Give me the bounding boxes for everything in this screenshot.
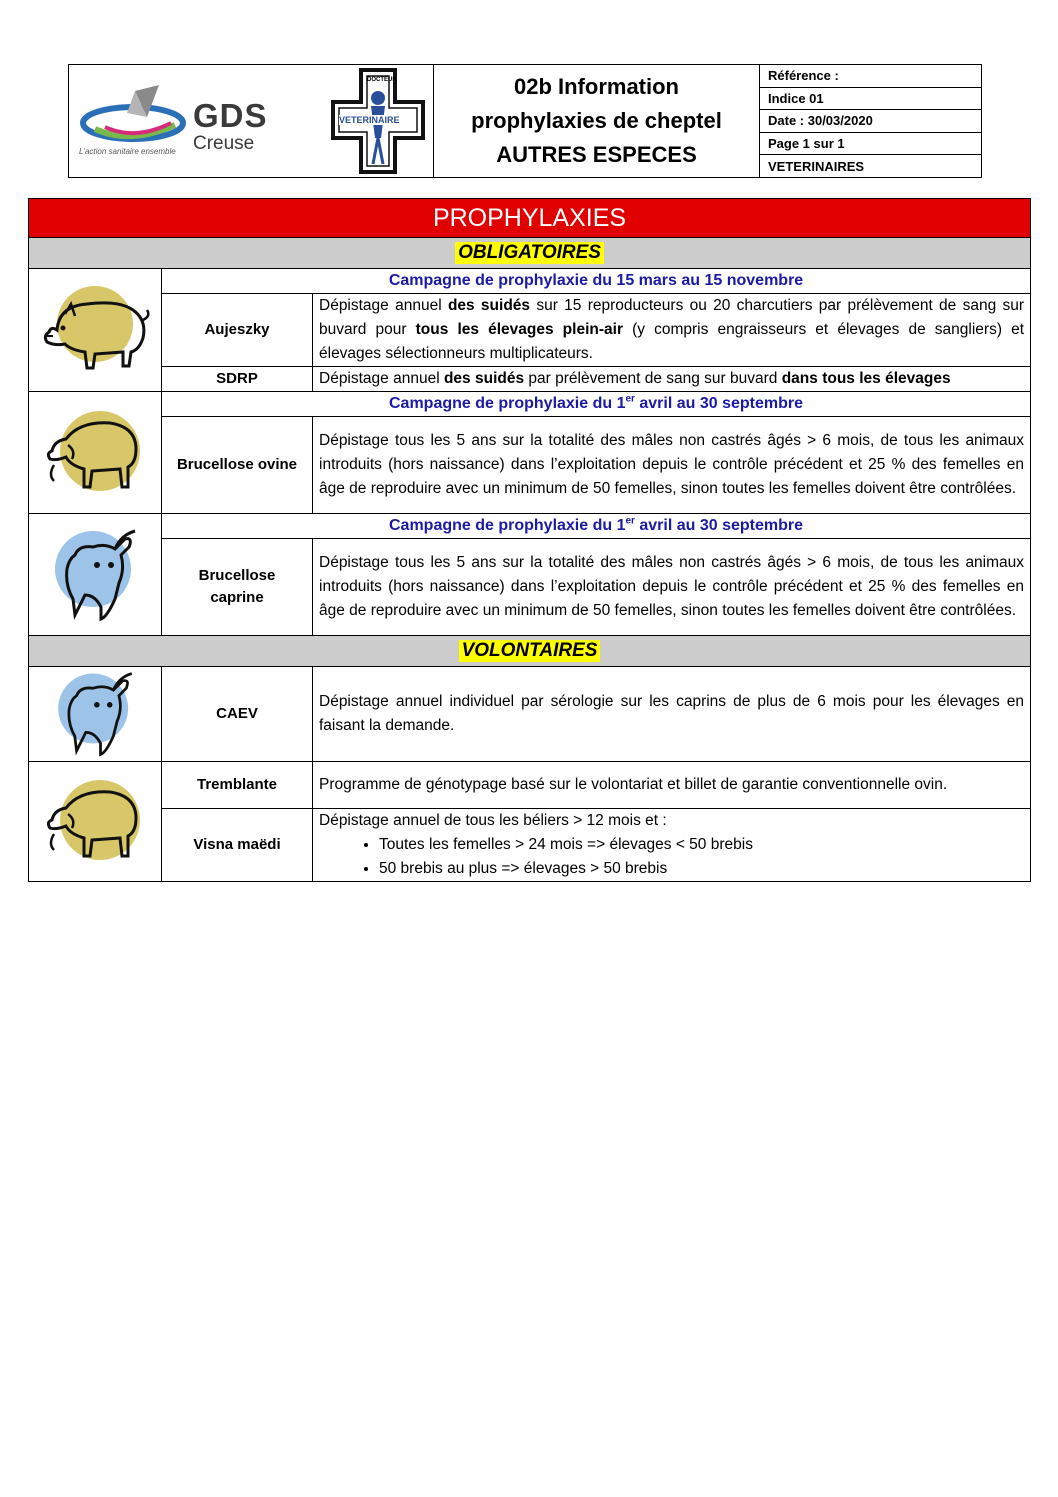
meta-indice: Indice 01 (760, 88, 981, 111)
sheep-icon (40, 774, 150, 870)
meta-page: Page 1 sur 1 (760, 133, 981, 156)
campaign-pig: Campagne de prophylaxie du 15 mars au 15 novembre (162, 269, 1031, 294)
goat-icon (45, 525, 145, 625)
campaign-goat: Campagne de prophylaxie du 1er avril au 30 septembre (162, 514, 1031, 539)
desc-tremblante: Programme de génotypage basé sur le volontariat et billet de garantie conventionnelle ovin. (313, 762, 1031, 809)
title-line-1: 02b Information (513, 74, 679, 99)
desc-caev: Dépistage annuel individuel par sérologie sur les caprins de plus de 6 mois pour les élevages en faisant la demande. (313, 667, 1031, 762)
section-row-obligatoires (29, 238, 1031, 269)
disease-visna-maedi: Visna maëdi (162, 809, 313, 882)
document-meta (760, 65, 981, 177)
disease-tremblante: Tremblante (162, 762, 313, 809)
disease-sdrp: SDRP (162, 367, 313, 392)
meta-audience: VETERINAIRES (768, 158, 865, 174)
goat-icon (45, 668, 145, 760)
gds-subtitle: Creuse (193, 133, 255, 154)
gds-name: GDS (193, 97, 268, 134)
goat-icon-cell-caev (29, 667, 162, 762)
table-row (29, 294, 1031, 367)
disease-aujeszky: Aujeszky (162, 294, 313, 367)
desc-aujeszky: Dépistage annuel des suidés sur 15 reproducteurs ou 20 charcutiers par prélèvement de sang sur buvard pour tous les élevages plein-air (y compris engraisseurs et élevages de sangliers) et élevages sélectionneurs multiplicateurs. (313, 294, 1031, 367)
sheep-icon-cell (29, 392, 162, 514)
title-line-2: prophylaxies de cheptel (471, 108, 722, 133)
section-label-obligatoires: OBLIGATOIRES (455, 242, 604, 264)
title-line-3: AUTRES ESPECES (496, 142, 697, 167)
table-title: PROPHYLAXIES (29, 199, 1031, 238)
table-row (29, 269, 1031, 294)
document-title (434, 65, 760, 177)
document-header (68, 64, 982, 178)
vet-logo-word: VETERINAIRE (339, 115, 400, 125)
visna-bullet-list (319, 833, 1024, 881)
table-row (29, 809, 1031, 882)
disease-brucellose-caprine: Brucellose caprine (162, 539, 313, 636)
gds-tagline: L'action sanitaire ensemble (79, 147, 176, 156)
table-title-row (29, 199, 1031, 238)
sheep-icon-cell-volontaires (29, 762, 162, 882)
table-row (29, 514, 1031, 539)
table-row (29, 367, 1031, 392)
visna-intro: Dépistage annuel de tous les béliers > 12 mois et : (319, 812, 667, 829)
pig-icon (35, 280, 155, 380)
header-logos (69, 65, 434, 177)
table-row (29, 667, 1031, 762)
campaign-sheep: Campagne de prophylaxie du 1er avril au 30 septembre (162, 392, 1031, 417)
list-item: • 50 brebis au plus => élevages > 50 brebis (379, 857, 1024, 881)
meta-reference: Référence : (760, 65, 981, 88)
disease-brucellose-ovine: Brucellose ovine (162, 417, 313, 514)
section-row-volontaires (29, 636, 1031, 667)
disease-caev: CAEV (162, 667, 313, 762)
sheep-icon (40, 405, 150, 501)
desc-brucellose-ovine: Dépistage tous les 5 ans sur la totalité des mâles non castrés âgés > 6 mois, de tous les animaux introduits (hors naissance) dans l’exploitation depuis le contrôle précédent et 25 % des femelles en âge de reproduire avec un minimum de 50 femelles, sinon toutes les femelles doivent être contrôlées. (313, 417, 1031, 514)
goat-icon-cell (29, 514, 162, 636)
table-row (29, 762, 1031, 809)
list-item: • Toutes les femelles > 24 mois => élevages < 50 brebis (379, 833, 1024, 857)
vet-logo-top-text: DOCTEUR (367, 77, 397, 83)
pig-icon-cell (29, 269, 162, 392)
prophylaxies-table (28, 198, 1031, 882)
desc-brucellose-caprine: Dépistage tous les 5 ans sur la totalité des mâles non castrés âgés > 6 mois, de tous les animaux introduits (hors naissance) dans l’exploitation depuis le contrôle précédent et 25 % des femelles en âge de reproduire avec un minimum de 50 femelles, sinon toutes les femelles doivent être contrôlées. (313, 539, 1031, 636)
meta-date: Date : 30/03/2020 (760, 110, 981, 133)
section-label-volontaires: VOLONTAIRES (459, 640, 601, 662)
desc-sdrp: Dépistage annuel des suidés par prélèvement de sang sur buvard dans tous les élevages (313, 367, 1031, 392)
table-row (29, 417, 1031, 514)
table-row (29, 539, 1031, 636)
desc-visna-maedi (313, 809, 1031, 882)
table-row (29, 392, 1031, 417)
